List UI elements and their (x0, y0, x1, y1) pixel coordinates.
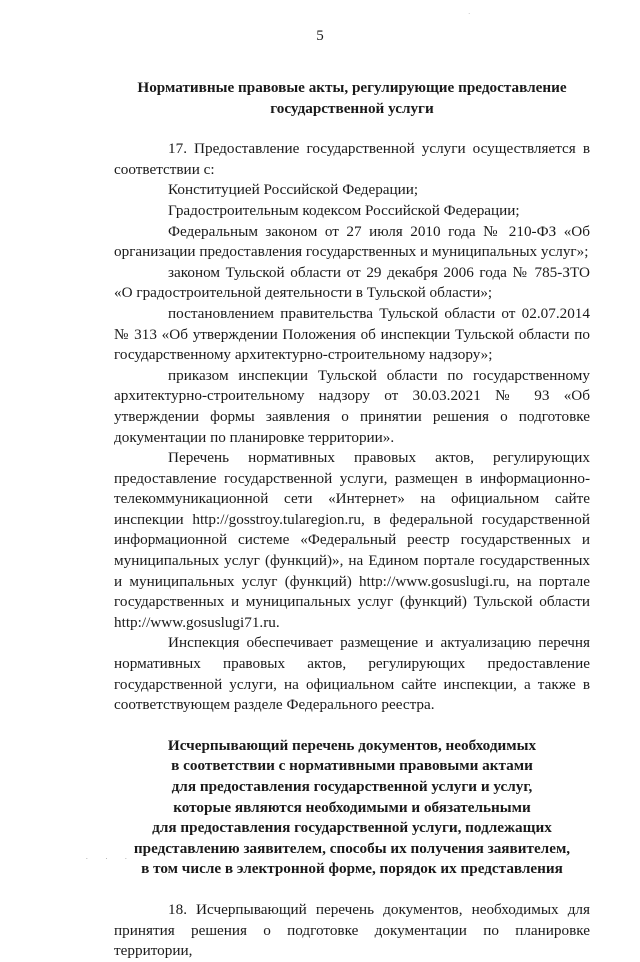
scan-mark: · (468, 10, 471, 18)
heading-line: в том числе в электронной форме, порядок их представления (141, 860, 563, 878)
paragraph: постановлением правительства Тульской области от 02.07.2014 № 313 «Об утверждении Положения об инспекции Тульской области по государственному архитектурно-строительному надзору»; (114, 304, 590, 364)
heading-line: Исчерпывающий перечень документов, необходимых (167, 736, 537, 754)
paragraph: Конституцией Российской Федерации; (168, 181, 419, 199)
paragraph: 17. Предоставление государственной услуги осуществляется в соответствии с: (114, 140, 590, 178)
document-page (114, 78, 590, 962)
spacer (114, 716, 590, 736)
paragraph: законом Тульской области от 29 декабря 2006 года № 785-ЗТО «О градостроительной деятельности в Тульской области»; (114, 263, 590, 302)
paragraph: Федеральным законом от 27 июля 2010 года № 210-ФЗ «Об организации предоставления государственных и муниципальных услуг»; (114, 222, 590, 261)
spacer (114, 880, 590, 900)
paragraph: приказом инспекции Тульской области по государственному архитектурно-строительному надзору от 30.03.2021 № 93 «Об утверждении формы заявления о принятии решения о подготовке документации по планировке территории». (114, 366, 590, 446)
section-heading-legal-acts (114, 78, 590, 119)
scan-artifact: . . . (86, 853, 135, 861)
heading-line: государственной услуги (270, 99, 434, 117)
paragraph: 18. Исчерпывающий перечень документов, необходимых для принятия решения о подготовке документации по планировке территории, (114, 900, 590, 960)
paragraph: Перечень нормативных правовых актов, регулирующих предоставление государственной услуги, размещен в информационно-телекоммуникационной сети «Интернет» на официальном сайте инспекции http://gosstroy.tularegion.ru, в федеральной государственной информационной системе «Федеральный реестр государственных и муниципальных услуг (функций)», на Едином портале государственных и муниципальных услуг (функций) http://www.gosuslugi.ru, на портале государственных и муниципальных услуг (функций) Тульской области http://www.gosuslugi71.ru. (114, 449, 590, 631)
paragraph: Градостроительным кодексом Российской Федерации; (168, 201, 520, 219)
heading-line: представлению заявителем, способы их получения заявителем, (133, 839, 571, 857)
heading-line: Нормативные правовые акты, регулирующие предоставление (137, 79, 567, 96)
heading-line: которые являются необходимыми и обязательными (173, 798, 531, 816)
heading-line: для предоставления государственной услуги и услуг, (171, 778, 533, 795)
heading-line: для предоставления государственной услуги, подлежащих (152, 819, 552, 837)
spacer (114, 119, 590, 139)
section-heading-documents (114, 736, 590, 880)
heading-line: в соответствии с нормативными правовыми актами (171, 757, 533, 775)
paragraph: Инспекция обеспечивает размещение и актуализацию перечня нормативных правовых актов, регулирующих предоставление государственной услуги, на официальном сайте инспекции, а также в соответствующем разделе Федерального реестра. (114, 634, 590, 714)
page-number: 5 (316, 28, 324, 44)
